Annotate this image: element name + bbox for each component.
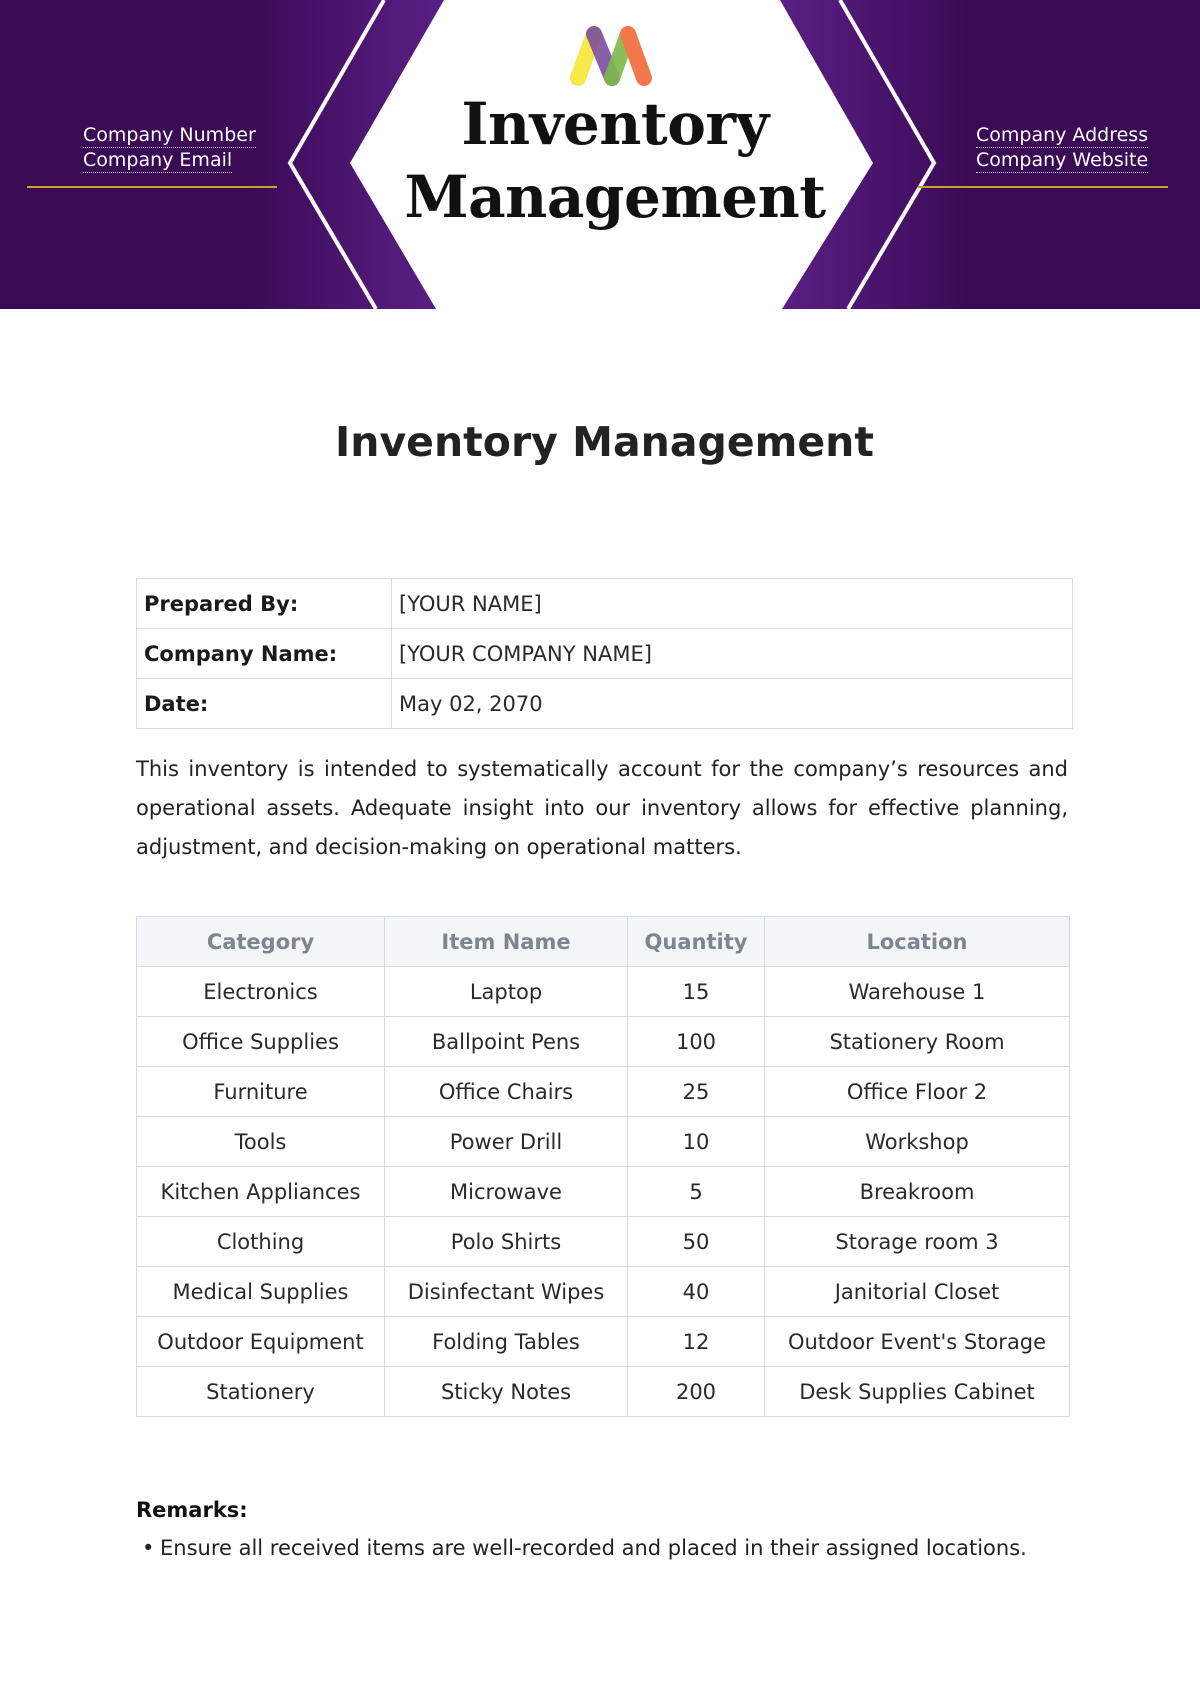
- hero-title-line-2: Management: [404, 163, 826, 231]
- column-header-location: Location: [765, 917, 1070, 967]
- location-cell: Desk Supplies Cabinet: [765, 1367, 1070, 1417]
- item-name-cell: Microwave: [385, 1167, 628, 1217]
- inventory-table: [136, 916, 1070, 1417]
- column-header-quantity: Quantity: [628, 917, 765, 967]
- quantity-cell: 10: [628, 1117, 765, 1167]
- quantity-cell: 50: [628, 1217, 765, 1267]
- hero-title-line-1: Inventory: [461, 90, 769, 158]
- location-cell: Breakroom: [765, 1167, 1070, 1217]
- meta-value: May 02, 2070: [392, 679, 1073, 729]
- table-row: [137, 1117, 1070, 1167]
- item-name-cell: Laptop: [385, 967, 628, 1017]
- page-title: Inventory Management: [335, 418, 874, 466]
- table-row: [137, 1167, 1070, 1217]
- quantity-cell: 40: [628, 1267, 765, 1317]
- table-row: [137, 1267, 1070, 1317]
- inventory-body: [137, 967, 1070, 1417]
- table-row: [137, 1317, 1070, 1367]
- remarks-list: [136, 1536, 1136, 1560]
- m-logo-icon: [566, 22, 658, 90]
- category-cell: Office Supplies: [137, 1017, 385, 1067]
- meta-row-company-name: [137, 629, 1073, 679]
- category-cell: Tools: [137, 1117, 385, 1167]
- quantity-cell: 5: [628, 1167, 765, 1217]
- header-banner: [0, 0, 1200, 309]
- item-name-cell: Disinfectant Wipes: [385, 1267, 628, 1317]
- item-name-cell: Folding Tables: [385, 1317, 628, 1367]
- quantity-cell: 15: [628, 967, 765, 1017]
- item-name-cell: Ballpoint Pens: [385, 1017, 628, 1067]
- inventory-header-row: [137, 917, 1070, 967]
- quantity-cell: 100: [628, 1017, 765, 1067]
- location-cell: Stationery Room: [765, 1017, 1070, 1067]
- remarks-heading: Remarks:: [136, 1498, 248, 1522]
- item-name-cell: Polo Shirts: [385, 1217, 628, 1267]
- quantity-cell: 12: [628, 1317, 765, 1367]
- item-name-cell: Office Chairs: [385, 1067, 628, 1117]
- right-gold-divider: [918, 186, 1168, 188]
- item-name-cell: Sticky Notes: [385, 1367, 628, 1417]
- meta-row-date: [137, 679, 1073, 729]
- location-cell: Workshop: [765, 1117, 1070, 1167]
- category-cell: Electronics: [137, 967, 385, 1017]
- category-cell: Stationery: [137, 1367, 385, 1417]
- left-gold-divider: [27, 186, 277, 188]
- right-contact-block: [976, 123, 1148, 173]
- quantity-cell: 200: [628, 1367, 765, 1417]
- quantity-cell: 25: [628, 1067, 765, 1117]
- column-header-category: Category: [137, 917, 385, 967]
- left-contact-block: [83, 123, 256, 173]
- meta-value: [YOUR COMPANY NAME]: [392, 629, 1073, 679]
- company-email: Company Email: [83, 149, 233, 171]
- meta-table: [136, 578, 1073, 729]
- hero-title: [400, 88, 830, 234]
- category-cell: Kitchen Appliances: [137, 1167, 385, 1217]
- category-cell: Outdoor Equipment: [137, 1317, 385, 1367]
- column-header-item-name: Item Name: [385, 917, 628, 967]
- item-name-cell: Power Drill: [385, 1117, 628, 1167]
- category-cell: Furniture: [137, 1067, 385, 1117]
- company-number: Company Number: [83, 124, 256, 146]
- table-row: [137, 1017, 1070, 1067]
- meta-label: Company Name:: [137, 629, 392, 679]
- table-row: [137, 1367, 1070, 1417]
- table-row: [137, 967, 1070, 1017]
- company-address: Company Address: [976, 124, 1149, 146]
- meta-row-prepared-by: [137, 579, 1073, 629]
- location-cell: Storage room 3: [765, 1217, 1070, 1267]
- location-cell: Outdoor Event's Storage: [765, 1317, 1070, 1367]
- table-row: [137, 1067, 1070, 1117]
- meta-label: Date:: [137, 679, 392, 729]
- table-row: [137, 1217, 1070, 1267]
- category-cell: Medical Supplies: [137, 1267, 385, 1317]
- category-cell: Clothing: [137, 1217, 385, 1267]
- location-cell: Warehouse 1: [765, 967, 1070, 1017]
- intro-paragraph: This inventory is intended to systematically account for the company’s resources and operational assets. Adequate insight into our inventory allows for effective planning, adjustment, and decision-making on operational matters.: [136, 757, 1068, 859]
- remarks-item: • Ensure all received items are well-recorded and placed in their assigned locations.: [136, 1536, 1136, 1560]
- meta-value: [YOUR NAME]: [392, 579, 1073, 629]
- company-website: Company Website: [976, 149, 1149, 171]
- meta-label: Prepared By:: [137, 579, 392, 629]
- location-cell: Office Floor 2: [765, 1067, 1070, 1117]
- location-cell: Janitorial Closet: [765, 1267, 1070, 1317]
